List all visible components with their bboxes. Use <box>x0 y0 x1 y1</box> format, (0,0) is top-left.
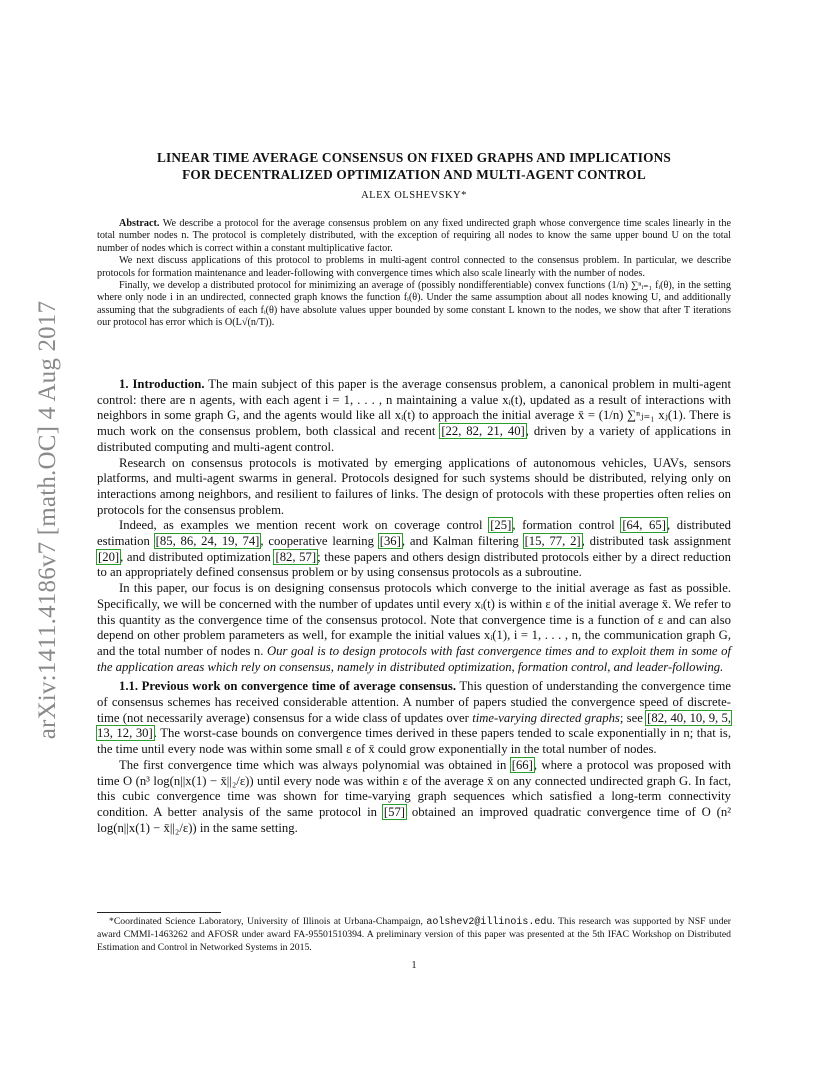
section-heading-previous-work: 1.1. Previous work on convergence time of average consensus. <box>119 679 457 694</box>
citation-link[interactable]: [15, 77, 2] <box>524 534 581 549</box>
previous-work-text-1a: This question of understanding the convergence time of consensus schemes has received considerable attention. A number of papers studied the convergence speed of discrete-time (not necessarily average) consensus for a wide class of updates over <box>97 679 732 725</box>
intro-paragraph-3 <box>97 518 731 581</box>
abstract <box>97 218 731 330</box>
previous-work-text-2c: obtained an improved quadratic convergence time of O (n² log(n||x(1) − x̄||₂/ε)) in the same setting. <box>97 804 732 835</box>
citation-link[interactable]: [25] <box>490 518 512 533</box>
footnote-funding: . This research was supported by NSF under award CMMI-1463262 and AFOSR under award FA-95501510394. A preliminary version of this paper was presented at the 5th IFAC Workshop on Distributed Estimation and Control in Networked Systems in 2015. <box>97 916 731 953</box>
previous-work-paragraph-2 <box>97 758 731 837</box>
intro-text-3a: Indeed, as examples we mention recent work on coverage control <box>119 518 483 533</box>
footnote-divider <box>97 912 221 913</box>
author-footnote <box>97 916 731 954</box>
citation-link[interactable]: [82, 40, 10, 9, 5, 13, 12, 30] <box>97 710 731 741</box>
previous-work-text-2a: The first convergence time which was always polynomial was obtained in <box>119 757 507 772</box>
previous-work-text-2b: , where a protocol was proposed with time O (n³ log(n||x(1) − x̄||₂/ε)) until every node was within ε of the average x̄ on any connected undirected graph G. In fact, this cubic convergence time was shown for time-varying graph sequences which satisfied a long-term connectivity condition. A better analysis of the same protocol in <box>97 757 731 819</box>
paper-body <box>97 377 731 836</box>
intro-text-3c: , distributed estimation <box>97 518 732 549</box>
citation-link[interactable]: [85, 86, 24, 19, 74] <box>155 534 260 549</box>
title-line-1: LINEAR TIME AVERAGE CONSENSUS ON FIXED GRAPHS AND IMPLICATIONS <box>156 150 672 165</box>
citation-link[interactable]: [82, 57] <box>275 549 317 564</box>
intro-paragraph-4 <box>97 581 731 675</box>
intro-text-3g: , and distributed optimization <box>120 549 271 564</box>
footnote-affiliation: *Coordinated Science Laboratory, University of Illinois at Urbana-Champaign, <box>109 916 423 927</box>
intro-paragraph-1 <box>97 377 731 456</box>
author-email[interactable]: aolshev2@illinois.edu <box>426 917 553 928</box>
abstract-label: Abstract. <box>119 218 160 229</box>
citation-link[interactable]: [66] <box>511 757 533 772</box>
citation-link[interactable]: [20] <box>98 549 120 564</box>
previous-work-text-1c: . The worst-case bounds on convergence times derived in these papers tended to scale exponentially in n; that is, the time until every node was within some small ε of x̄ could grow exponentially in the total number of nodes. <box>97 726 731 757</box>
intro-text-3f: , distributed task assignment <box>581 534 732 549</box>
intro-text-1-end: , driven by a variety of applications in distributed computing and multi-agent control. <box>97 424 732 454</box>
intro-text-1: The main subject of this paper is the average consensus problem, a canonical problem in multi-agent control: there are n agents, with each agent i = 1, . . . , n maintaining a value xᵢ(t), updated as a result of interactions with neighbors in some graph G, and the agents would like all xᵢ(t) to approach the initial average x̄ = (1/n) ∑ⁿⱼ₌₁ xⱼ(1). There is much work on the consensus problem, both classical and recent <box>97 377 731 439</box>
intro-paragraph-2: Research on consensus protocols is motivated by emerging applications of autonomous vehicles, UAVs, sensors platforms, and multi-agent swarms in general. Protocols designed for such systems should be distributed, relying only on interactions among neighbors, and resilient to failures of links. The design of protocols with these properties often relies on protocols for the consensus problem. <box>97 455 731 517</box>
abstract-paragraph-1 <box>97 218 731 255</box>
citation-link[interactable]: [36] <box>379 534 401 549</box>
previous-work-emphasis: time-varying directed graphs <box>472 710 620 725</box>
citation-link[interactable]: [64, 65] <box>622 518 666 533</box>
intro-text-3d: , cooperative learning <box>260 534 374 549</box>
author-name: ALEX OLSHEVSKY* <box>361 190 467 201</box>
intro-text-3h: ; these papers and others design distributed protocols either by a direct reduction to an appropriately defined consensus problem or by using consensus protocols as a subroutine. <box>97 549 731 580</box>
intro-text-4: In this paper, our focus is on designing consensus protocols which converge to the initial average as fast as possible. Specifically, we will be concerned with the number of updates until every xᵢ(t) is within ε of the initial average x̄. We refer to this quantity as the convergence time of the consensus protocol. Note that convergence time is a function of ε and can also depend on other problem parameters as well, for example the initial values xᵢ(1), i = 1, . . . , n, the communication graph G, and the total number of nodes n. <box>97 581 731 658</box>
intro-goal-statement: Our goal is to design protocols with fast convergence times and to exploit them in some of the application areas which rely on consensus, namely in distributed optimization, formation control, and leader-following. <box>97 643 732 674</box>
title-line-2: FOR DECENTRALIZED OPTIMIZATION AND MULTI-AGENT CONTROL <box>182 167 646 182</box>
abstract-text-1: We describe a protocol for the average consensus problem on any fixed undirected graph whose convergence time scales linearly in the total number nodes n. The protocol is completely distributed, with the exception of requiring all nodes to know the same upper bound U on the total number of nodes which is correct within a constant multiplicative factor. <box>97 218 731 254</box>
previous-work-paragraph-1 <box>97 679 731 758</box>
intro-text-3e: , and Kalman filtering <box>401 534 519 549</box>
abstract-paragraph-2: We next discuss applications of this protocol to problems in multi-agent control connected to the consensus problem. In particular, we describe protocols for formation maintenance and leader-following with convergence times which also scale linearly with the number of nodes. <box>97 255 731 279</box>
page-number: 1 <box>411 960 417 971</box>
previous-work-text-1b: ; see <box>619 710 643 725</box>
intro-text-3b: , formation control <box>512 518 615 533</box>
abstract-paragraph-3: Finally, we develop a distributed protocol for minimizing an average of (possibly nondifferentiable) convex functions (1/n) ∑ⁿᵢ₌₁ fᵢ(θ), in the setting where only node i in an undirected, connected graph knows the function fᵢ(θ). Under the same assumption about all nodes knowing U, and additionally assuming that the subgradients of each fᵢ(θ) have absolute values upper bounded by some constant L known to the nodes, we show that after T iterations our protocol has error which is O(L√(n/T)). <box>97 280 731 329</box>
section-heading-introduction: 1. Introduction. <box>119 377 205 391</box>
citation-link[interactable]: [57] <box>383 804 406 819</box>
citation-link[interactable]: [22, 82, 21, 40] <box>441 424 525 439</box>
arxiv-identifier-stamp: arXiv:1411.4186v7 [math.OC] 4 Aug 2017 <box>34 300 61 740</box>
paper-title <box>97 149 731 183</box>
